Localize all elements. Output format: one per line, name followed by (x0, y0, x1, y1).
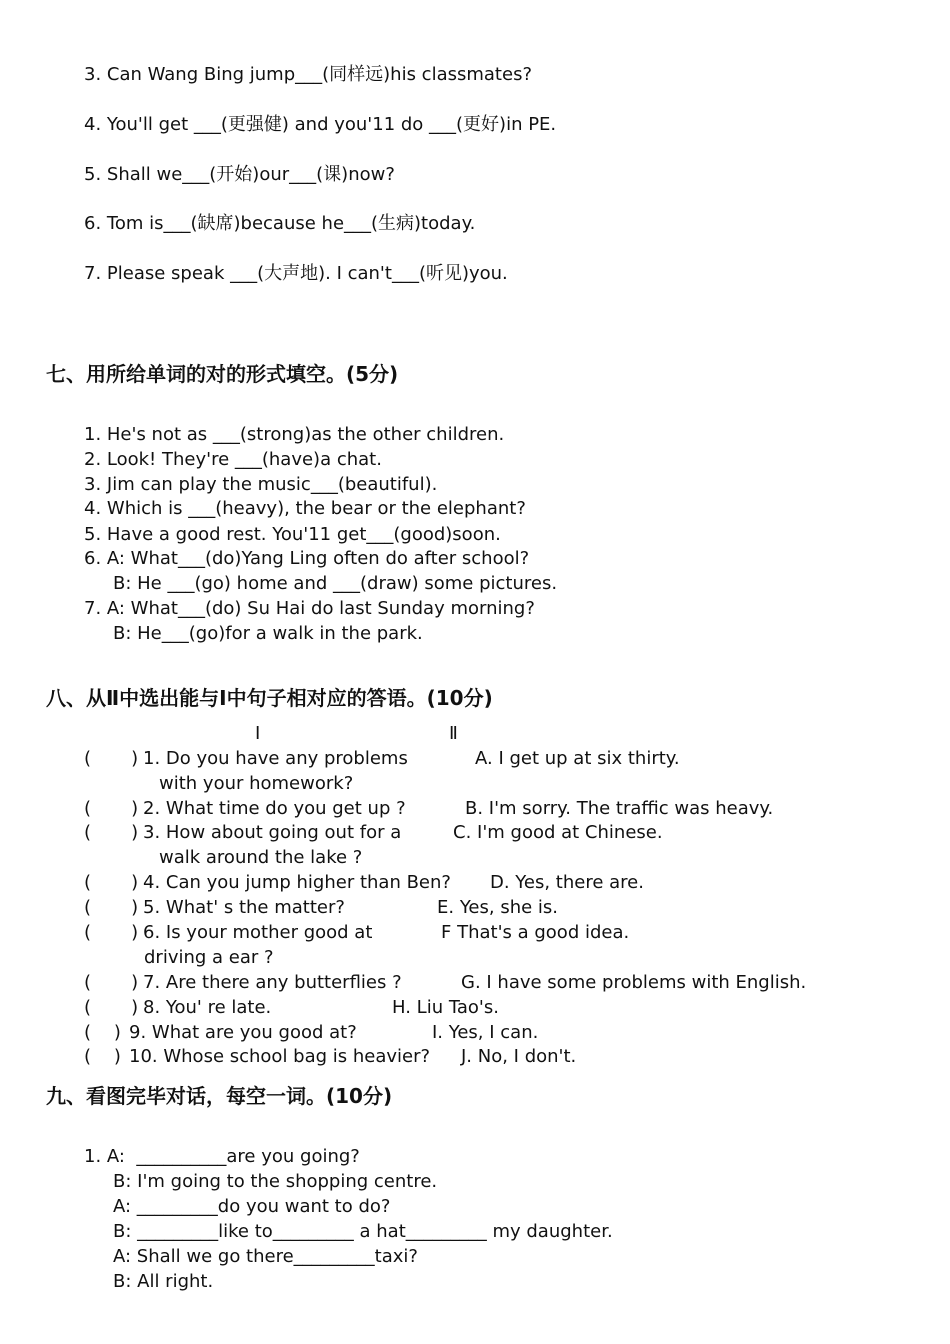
question-text: 5. What' s the matter? (143, 897, 345, 918)
question-text: driving a ear ? (144, 947, 274, 968)
section7-item: 4. Which is ___(heavy), the bear or the elephant? (84, 498, 526, 519)
dialogue-line: A: _________do you want to do? (113, 1196, 391, 1217)
answer-option: F That's a good idea. (441, 922, 630, 943)
answer-option: D. Yes, there are. (490, 872, 644, 893)
match-row (84, 821, 904, 845)
match-row (84, 921, 904, 945)
dialogue-line: B: All right. (113, 1271, 214, 1292)
answer-option: I. Yes, I can. (432, 1022, 539, 1043)
section6-item-4: 4. You'll get ___(更强健) and you'11 do ___(更好)in PE. (84, 114, 557, 135)
question-text: 3. How about going out for a (143, 822, 402, 843)
answer-option: H. Liu Tao's. (392, 997, 499, 1018)
question-text: 2. What time do you get up ? (143, 798, 406, 819)
answer-option: J. No, I don't. (461, 1046, 577, 1067)
column-i-label: I (255, 723, 261, 744)
match-row (84, 871, 904, 895)
answer-blank[interactable]: ( ) (84, 997, 139, 1018)
match-row (84, 996, 904, 1020)
section6-item-6: 6. Tom is___(缺席)because he___(生病)today. (84, 213, 476, 234)
section6-item-3: 3. Can Wang Bing jump___(同样远)his classmates? (84, 64, 532, 85)
answer-blank[interactable]: ( ) (84, 1046, 121, 1067)
section7-item: 1. He's not as ___(strong)as the other children. (84, 424, 505, 445)
answer-option: A. I get up at six thirty. (475, 748, 680, 769)
section7-item: 3. Jim can play the music___(beautiful). (84, 474, 438, 495)
section7-item: B: He___(go)for a walk in the park. (113, 623, 423, 644)
section6-item-5: 5. Shall we___(开始)our___(课)now? (84, 164, 395, 185)
match-row-continuation (84, 946, 904, 970)
question-text: 7. Are there any butterflies ? (143, 972, 402, 993)
column-ii-label: Ⅱ (449, 723, 458, 744)
section7-item: 6. A: What___(do)Yang Ling often do after school? (84, 548, 530, 569)
question-text: walk around the lake ? (159, 847, 363, 868)
match-row (84, 797, 904, 821)
section8-heading: 八、从Ⅱ中选出能与Ⅰ中句子相对应的答语。(10分) (46, 686, 493, 710)
question-text: 9. What are you good at? (129, 1022, 357, 1043)
answer-option: E. Yes, she is. (437, 897, 558, 918)
answer-option: C. I'm good at Chinese. (453, 822, 663, 843)
answer-option: G. I have some problems with English. (461, 972, 807, 993)
match-row (84, 971, 904, 995)
question-text: 4. Can you jump higher than Ben? (143, 872, 451, 893)
answer-blank[interactable]: ( ) (84, 922, 139, 943)
section7-item: B: He ___(go) home and ___(draw) some pictures. (113, 573, 558, 594)
question-text: 6. Is your mother good at (143, 922, 373, 943)
match-row (84, 1021, 904, 1045)
answer-blank[interactable]: ( ) (84, 822, 139, 843)
match-row-continuation (84, 772, 904, 796)
question-text: with your homework? (159, 773, 354, 794)
section6-item-7: 7. Please speak ___(大声地). I can't___(听见)you. (84, 263, 508, 284)
section9-heading: 九、看图完毕对话，每空一词。(10分) (46, 1084, 393, 1108)
match-row-continuation (84, 846, 904, 870)
dialogue-line: B: _________like to_________ a hat_________ my daughter. (113, 1221, 613, 1242)
section7-item: 7. A: What___(do) Su Hai do last Sunday morning? (84, 598, 535, 619)
answer-option: B. I'm sorry. The traffic was heavy. (465, 798, 774, 819)
dialogue-line: B: I'm going to the shopping centre. (113, 1171, 438, 1192)
question-text: 8. You' re late. (143, 997, 272, 1018)
match-row (84, 747, 904, 771)
question-text: 10. Whose school bag is heavier? (129, 1046, 431, 1067)
answer-blank[interactable]: ( ) (84, 798, 139, 819)
answer-blank[interactable]: ( ) (84, 897, 139, 918)
section7-item: 2. Look! They're ___(have)a chat. (84, 449, 382, 470)
answer-blank[interactable]: ( ) (84, 972, 139, 993)
match-row (84, 1045, 904, 1069)
section7-heading: 七、用所给单词的对的形式填空。(5分) (46, 362, 399, 386)
match-row (84, 896, 904, 920)
answer-blank[interactable]: ( ) (84, 1022, 121, 1043)
section7-item: 5. Have a good rest. You'11 get___(good)soon. (84, 524, 501, 545)
dialogue-line: 1. A: __________are you going? (84, 1146, 360, 1167)
question-text: 1. Do you have any problems (143, 748, 408, 769)
answer-blank[interactable]: ( ) (84, 872, 139, 893)
answer-blank[interactable]: ( ) (84, 748, 139, 769)
dialogue-line: A: Shall we go there_________taxi? (113, 1246, 418, 1267)
